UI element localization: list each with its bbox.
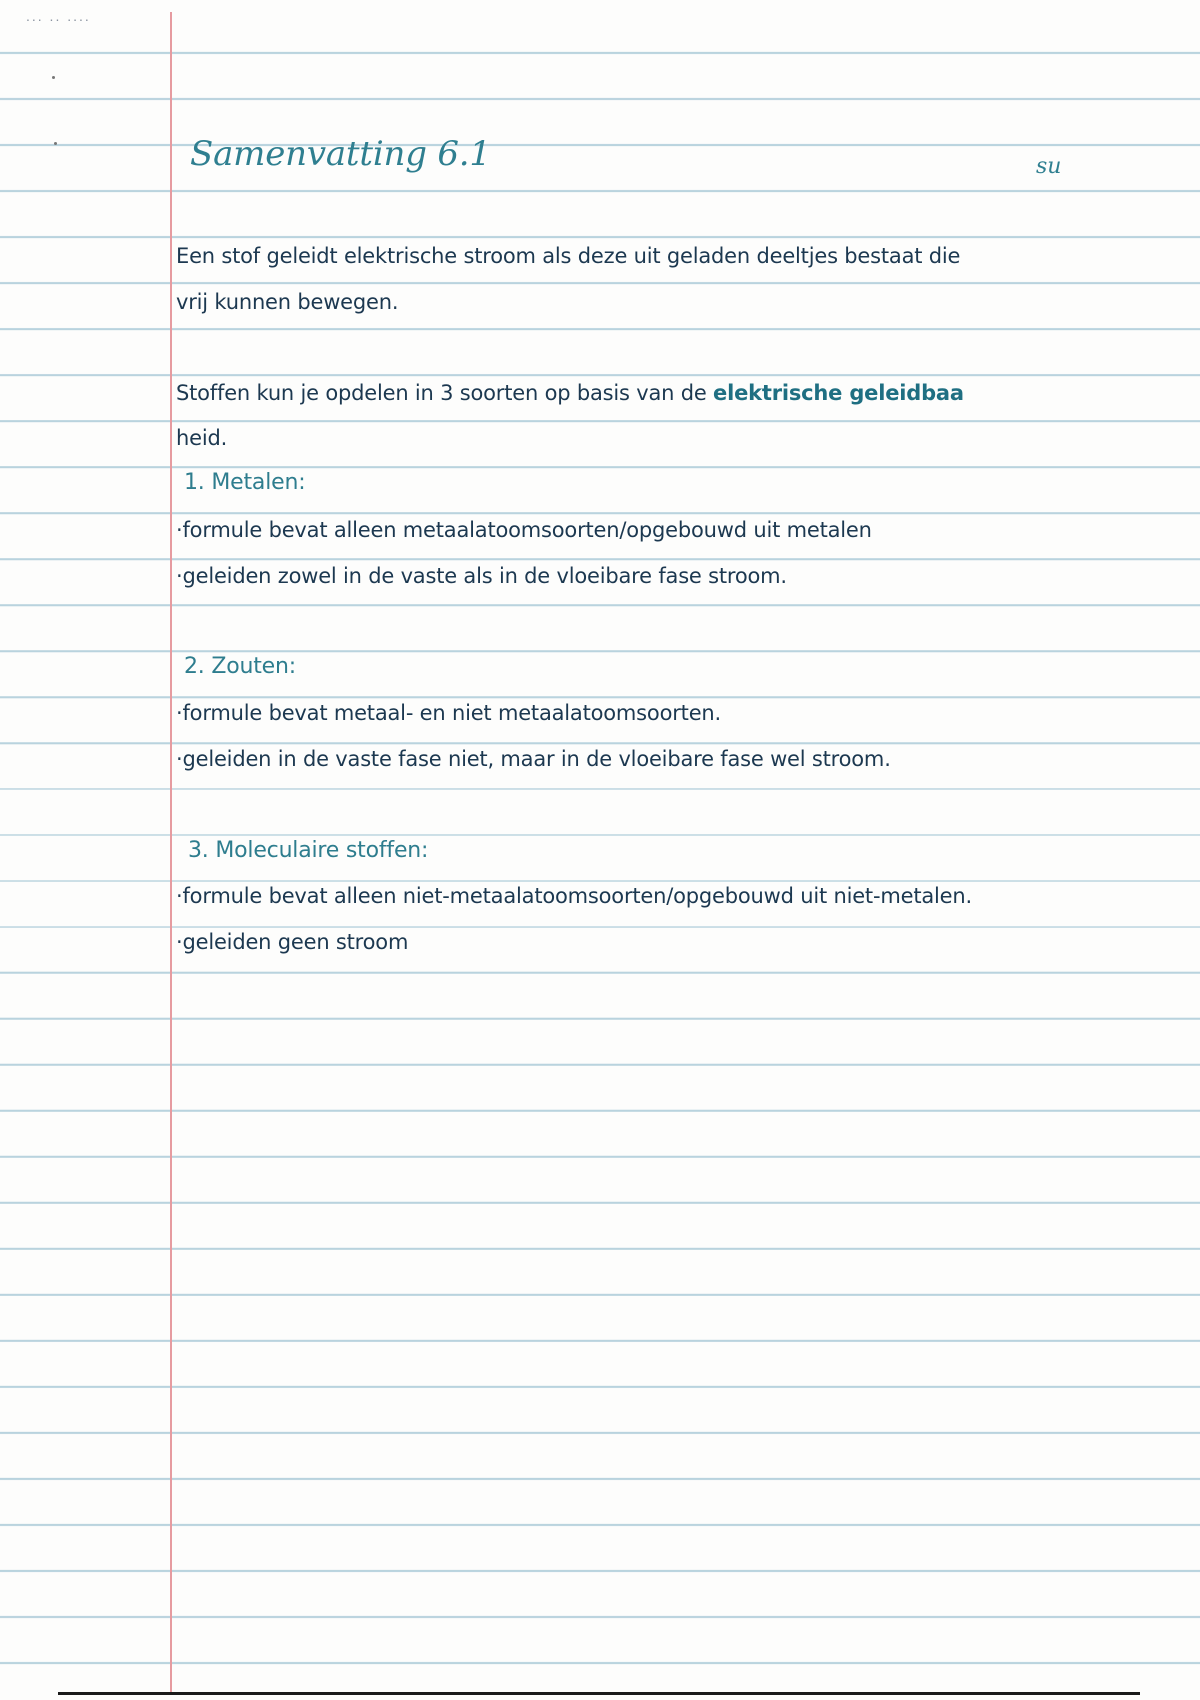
list-item: ·formule bevat alleen metaalatoomsoorten/opgebouwd uit metalen [176, 518, 872, 542]
intro-line-1: Een stof geleidt elektrische stroom als deze uit geladen deeltjes bestaat die [176, 244, 961, 268]
pen-dot [54, 142, 57, 145]
types-line-2: heid. [176, 426, 228, 450]
intro-line-2: vrij kunnen bewegen. [176, 290, 399, 314]
types-line-1-text: Stoffen kun je opdelen in 3 soorten op basis van de [176, 381, 714, 405]
author-initials: su [1036, 154, 1062, 179]
page-corner-date: ... .. .... [26, 8, 91, 24]
types-line-1 [176, 381, 1186, 405]
section-heading-zouten: 2. Zouten: [184, 654, 296, 679]
section-heading-moleculaire-stoffen: 3. Moleculaire stoffen: [188, 838, 429, 863]
section-heading-metalen: 1. Metalen: [184, 470, 306, 495]
list-item: ·geleiden zowel in de vaste als in de vloeibare fase stroom. [176, 564, 787, 588]
pen-dot [52, 76, 55, 79]
margin-line [170, 12, 172, 1692]
page-bottom-border [58, 1692, 1140, 1695]
list-item: ·geleiden geen stroom [176, 930, 409, 954]
page-title: Samenvatting 6.1 [190, 134, 491, 174]
list-item: ·formule bevat metaal- en niet metaalatoomsoorten. [176, 701, 721, 725]
list-item: ·formule bevat alleen niet-metaalatoomsoorten/opgebouwd uit niet-metalen. [176, 884, 972, 908]
list-item: ·geleiden in de vaste fase niet, maar in de vloeibare fase wel stroom. [176, 747, 891, 771]
highlighted-term: elektrische geleidbaa [713, 381, 964, 405]
